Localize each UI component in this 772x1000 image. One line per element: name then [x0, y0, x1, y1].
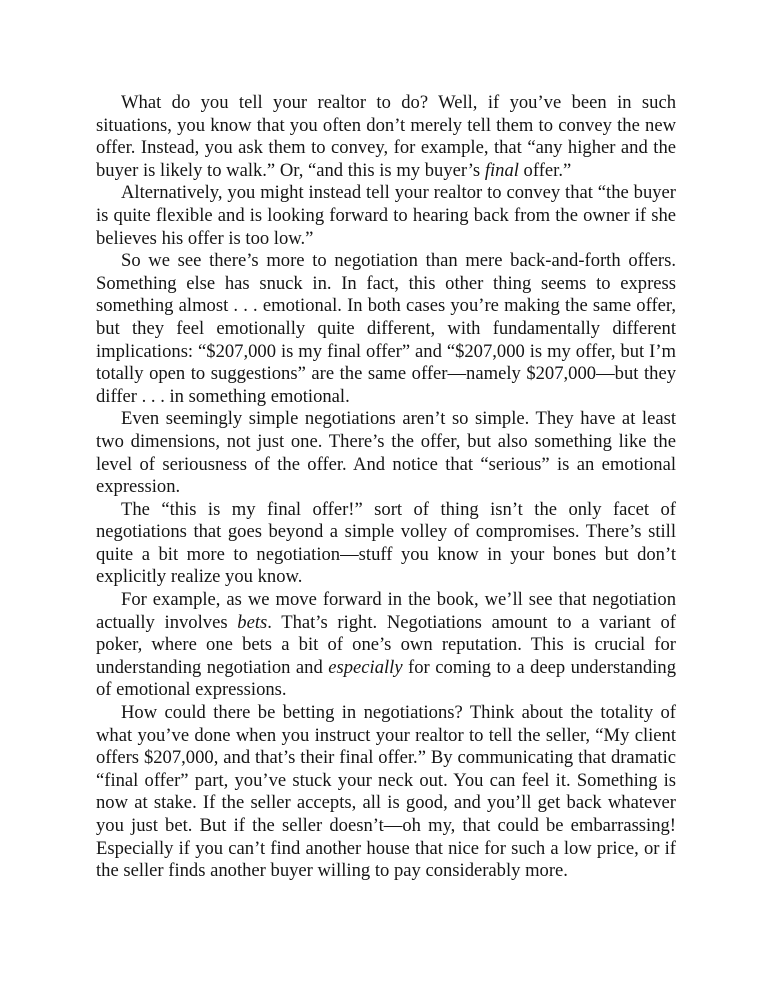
paragraph	[96, 250, 676, 408]
emphasis-text: bets	[237, 611, 268, 633]
paragraph-text: How could there be betting in negotiations? Think about the totality of what you’ve done when you instruct your realtor to tell the seller, “My client offers $207,000, and that’s their final offer.” By communicating that dramatic “final offer” part, you’ve stuck your neck out. You can feel it. Something is now at stake. If the seller accepts, all is good, and you’ll get back whatever you just bet. But if the seller doesn’t—oh my, that could be embarrassing! Especially if you can’t find another house that nice for such a low price, or if the seller finds another buyer willing to pay considerably more.	[96, 702, 676, 882]
paragraph-text: Even seemingly simple negotiations aren’t so simple. They have at least two dimensions, not just one. There’s the offer, but also something like the level of seriousness of the offer. And notice that “serious” is an emotional expression.	[96, 408, 676, 498]
paragraph-text: for coming to a deep understanding of emotional expressions.	[96, 656, 676, 701]
paragraph	[96, 589, 676, 702]
paragraph-text: Alternatively, you might instead tell your realtor to convey that “the buyer is quite flexible and is looking forward to hearing back from the owner if she believes his offer is too low.”	[96, 182, 676, 249]
emphasis-text: especially	[328, 656, 403, 678]
paragraph	[96, 182, 676, 250]
paragraph-text: The “this is my final offer!” sort of thing isn’t the only facet of negotiations that goes beyond a simple volley of compromises. There’s still quite a bit more to negotiation—stuff you know in your bones but don’t explicitly realize you know.	[96, 498, 676, 588]
paragraph-text: offer.”	[518, 159, 572, 181]
paragraph-text: So we see there’s more to negotiation than mere back-and-forth offers. Something else has snuck in. In fact, this other thing seems to express something almost . . . emotional. In both cases you’re making the same offer, but they feel emotionally quite different, with fundamentally different implications: “$207,000 is my final offer” and “$207,000 is my offer, but I’m totally open to suggestions” are the same offer—namely $207,000—but they differ . . . in something emotional.	[96, 250, 676, 407]
book-page-body	[96, 92, 676, 883]
paragraph	[96, 408, 676, 498]
paragraph	[96, 702, 676, 883]
paragraph	[96, 499, 676, 589]
paragraph	[96, 92, 676, 182]
paragraph-text: What do you tell your realtor to do? Well, if you’ve been in such situations, you know that you often don’t merely tell them to convey the new offer. Instead, you ask them to convey, for example, that “any higher and the buyer is likely to walk.” Or, “and this is my buyer’s	[96, 92, 676, 181]
paragraph-text: . That’s right. Negotiations amount to a variant of poker, where one bets a bit of one’s own reputation. This is crucial for understanding negotiation and	[96, 611, 676, 678]
paragraph-text: For example, as we move forward in the book, we’ll see that negotiation actually involves	[96, 589, 676, 633]
emphasis-text: final	[484, 159, 519, 181]
